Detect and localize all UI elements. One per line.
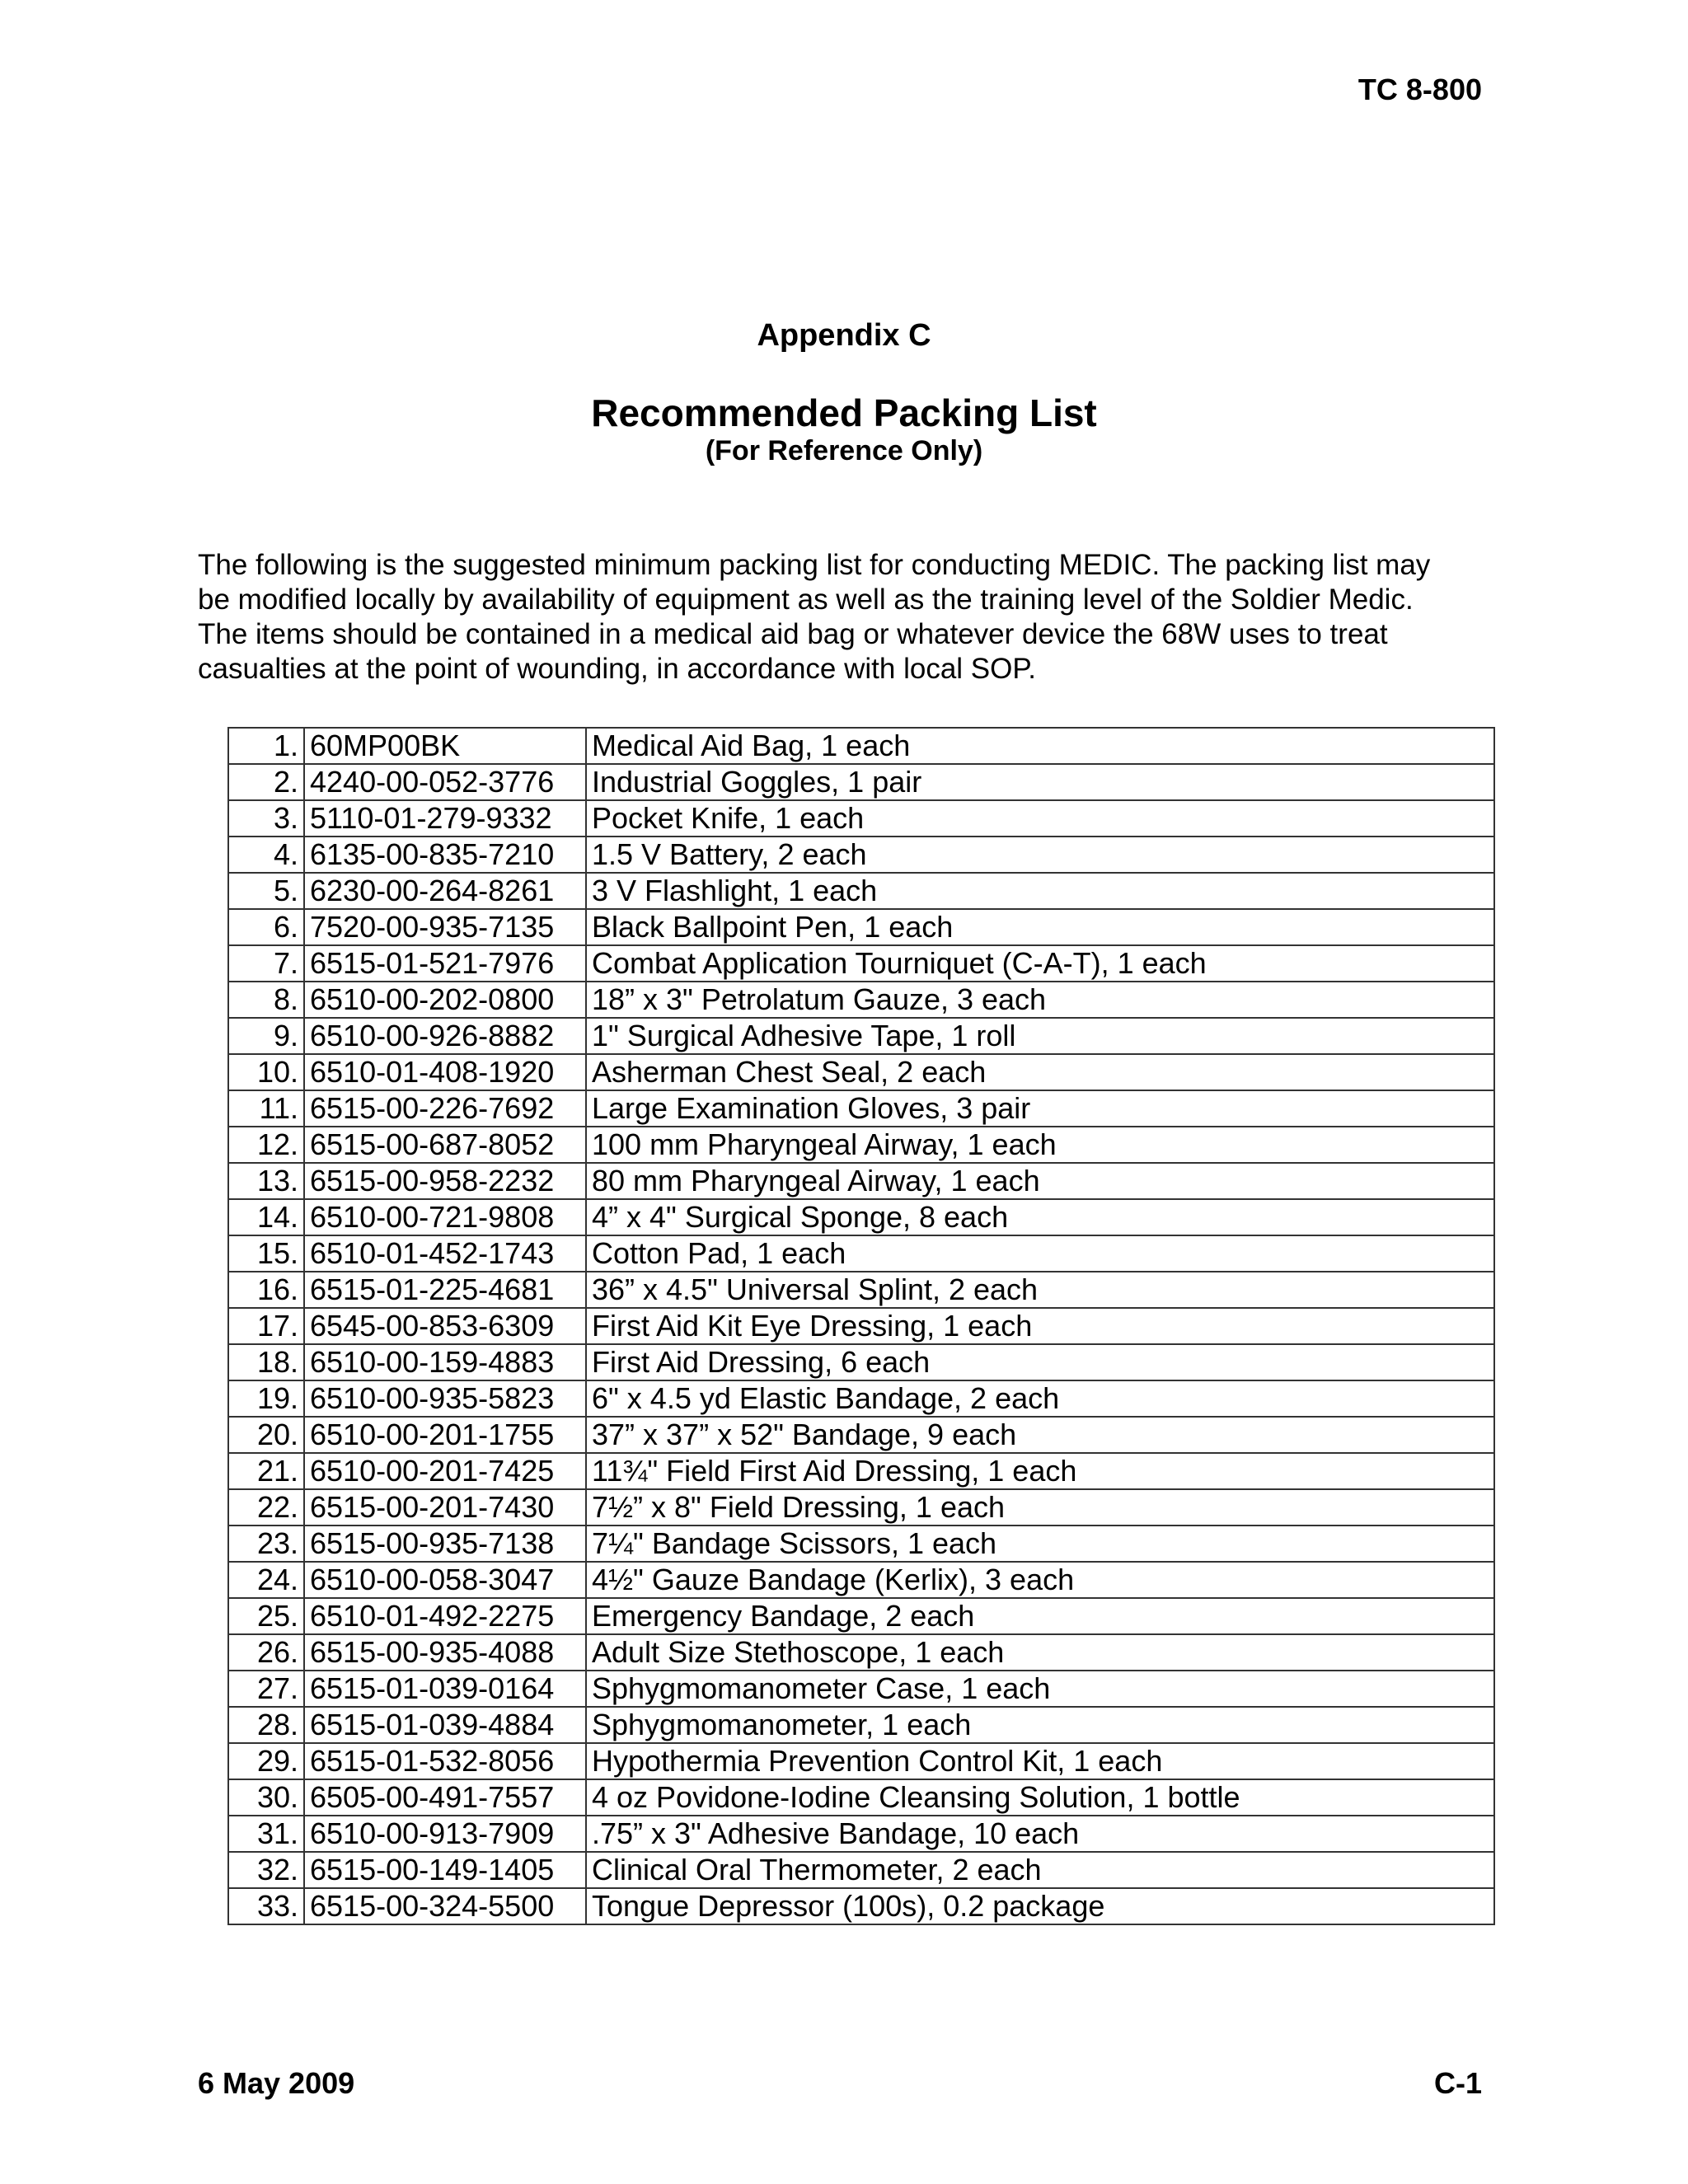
table-row [228,1272,1494,1308]
table-row [228,909,1494,945]
table-row [228,1671,1494,1707]
item-nsn: 4240-00-052-3776 [304,764,586,800]
item-description: Emergency Bandage, 2 each [586,1598,1494,1634]
item-number: 31. [228,1816,304,1852]
item-number: 7. [228,945,304,982]
item-number: 8. [228,982,304,1018]
table-row [228,1707,1494,1743]
item-description: Sphygmomanometer Case, 1 each [586,1671,1494,1707]
table-row [228,1090,1494,1127]
item-nsn: 6510-00-935-5823 [304,1380,586,1417]
table-row [228,1018,1494,1054]
item-nsn: 6515-00-958-2232 [304,1163,586,1199]
item-number: 19. [228,1380,304,1417]
item-number: 20. [228,1417,304,1453]
item-nsn: 6510-00-913-7909 [304,1816,586,1852]
item-nsn: 6515-00-324-5500 [304,1888,586,1924]
item-description: Hypothermia Prevention Control Kit, 1 each [586,1743,1494,1779]
item-number: 32. [228,1852,304,1888]
item-nsn: 6505-00-491-7557 [304,1779,586,1816]
item-number: 13. [228,1163,304,1199]
item-nsn: 6510-00-926-8882 [304,1018,586,1054]
table-row [228,1163,1494,1199]
table-row [228,1598,1494,1634]
item-nsn: 6510-00-721-9808 [304,1199,586,1235]
item-number: 16. [228,1272,304,1308]
item-description: First Aid Dressing, 6 each [586,1344,1494,1380]
item-description: 1" Surgical Adhesive Tape, 1 roll [586,1018,1494,1054]
item-number: 6. [228,909,304,945]
item-number: 9. [228,1018,304,1054]
item-nsn: 6135-00-835-7210 [304,837,586,873]
item-nsn: 7520-00-935-7135 [304,909,586,945]
page-subtitle: (For Reference Only) [705,435,983,466]
item-nsn: 6510-01-452-1743 [304,1235,586,1272]
table-row [228,1453,1494,1489]
item-nsn: 6510-01-492-2275 [304,1598,586,1634]
item-description: 100 mm Pharyngeal Airway, 1 each [586,1127,1494,1163]
item-nsn: 5110-01-279-9332 [304,800,586,837]
packing-list-body [228,728,1494,1924]
table-row [228,1816,1494,1852]
table-row [228,1417,1494,1453]
item-number: 27. [228,1671,304,1707]
item-description: Black Ballpoint Pen, 1 each [586,909,1494,945]
item-description: 80 mm Pharyngeal Airway, 1 each [586,1163,1494,1199]
item-number: 28. [228,1707,304,1743]
table-row [228,1054,1494,1090]
item-nsn: 6510-00-201-7425 [304,1453,586,1489]
item-description: 36” x 4.5" Universal Splint, 2 each [586,1272,1494,1308]
item-description: 6" x 4.5 yd Elastic Bandage, 2 each [586,1380,1494,1417]
item-description: Industrial Goggles, 1 pair [586,764,1494,800]
item-number: 29. [228,1743,304,1779]
item-description: Asherman Chest Seal, 2 each [586,1054,1494,1090]
item-number: 23. [228,1526,304,1562]
appendix-heading: Appendix C [757,318,931,353]
item-description: 37” x 37” x 52" Bandage, 9 each [586,1417,1494,1453]
item-nsn: 6515-00-149-1405 [304,1852,586,1888]
table-row [228,1888,1494,1924]
item-nsn: 6510-00-058-3047 [304,1562,586,1598]
item-nsn: 6510-00-202-0800 [304,982,586,1018]
item-description: 4” x 4" Surgical Sponge, 8 each [586,1199,1494,1235]
item-nsn: 6515-01-521-7976 [304,945,586,982]
item-number: 24. [228,1562,304,1598]
table-row [228,1489,1494,1526]
item-description: 4 oz Povidone-Iodine Cleansing Solution, 1 bottle [586,1779,1494,1816]
item-nsn: 6515-00-935-7138 [304,1526,586,1562]
item-number: 14. [228,1199,304,1235]
item-description: Sphygmomanometer, 1 each [586,1707,1494,1743]
item-description: 11¾" Field First Aid Dressing, 1 each [586,1453,1494,1489]
table-row [228,945,1494,982]
table-row [228,1852,1494,1888]
item-number: 21. [228,1453,304,1489]
item-number: 4. [228,837,304,873]
table-row [228,1526,1494,1562]
item-description: 7¼" Bandage Scissors, 1 each [586,1526,1494,1562]
item-nsn: 6515-01-225-4681 [304,1272,586,1308]
page-title: Recommended Packing List [591,391,1097,434]
item-nsn: 6515-01-039-0164 [304,1671,586,1707]
table-row [228,1779,1494,1816]
item-number: 1. [228,728,304,764]
item-description: Tongue Depressor (100s), 0.2 package [586,1888,1494,1924]
item-nsn: 6515-01-039-4884 [304,1707,586,1743]
intro-paragraph: The following is the suggested minimum packing list for conducting MEDIC. The packing list may be modified locally by availability of equipment as well as the training level of the Soldier Medic. The items should be contained in a medical aid bag or whatever device the 68W uses to treat casualties at the point of wounding, in accordance with local SOP. [198,549,1431,685]
item-description: Clinical Oral Thermometer, 2 each [586,1852,1494,1888]
item-number: 10. [228,1054,304,1090]
table-row [228,1199,1494,1235]
item-nsn: 6510-00-159-4883 [304,1344,586,1380]
item-description: Large Examination Gloves, 3 pair [586,1090,1494,1127]
item-number: 15. [228,1235,304,1272]
item-number: 5. [228,873,304,909]
table-row [228,1235,1494,1272]
table-row [228,1344,1494,1380]
item-nsn: 6515-00-935-4088 [304,1634,586,1671]
item-number: 17. [228,1308,304,1344]
table-row [228,800,1494,837]
item-description: Combat Application Tourniquet (C-A-T), 1 each [586,945,1494,982]
table-row [228,1562,1494,1598]
item-number: 26. [228,1634,304,1671]
table-row [228,873,1494,909]
table-row [228,1127,1494,1163]
table-row [228,764,1494,800]
item-number: 18. [228,1344,304,1380]
item-description: 18” x 3" Petrolatum Gauze, 3 each [586,982,1494,1018]
table-row [228,1743,1494,1779]
footer-date: 6 May 2009 [198,2066,355,2100]
item-description: .75” x 3" Adhesive Bandage, 10 each [586,1816,1494,1852]
item-number: 25. [228,1598,304,1634]
table-row [228,1380,1494,1417]
item-number: 33. [228,1888,304,1924]
document-id: TC 8-800 [1357,73,1482,106]
item-nsn: 6230-00-264-8261 [304,873,586,909]
item-number: 30. [228,1779,304,1816]
item-description: Medical Aid Bag, 1 each [586,728,1494,764]
table-row [228,1634,1494,1671]
item-nsn: 6515-01-532-8056 [304,1743,586,1779]
item-nsn: 6545-00-853-6309 [304,1308,586,1344]
item-nsn: 6515-00-201-7430 [304,1489,586,1526]
table-row [228,1308,1494,1344]
item-description: First Aid Kit Eye Dressing, 1 each [586,1308,1494,1344]
item-number: 3. [228,800,304,837]
item-description: 3 V Flashlight, 1 each [586,873,1494,909]
page-number: C-1 [1433,2066,1482,2100]
item-description: Cotton Pad, 1 each [586,1235,1494,1272]
item-number: 2. [228,764,304,800]
table-row [228,837,1494,873]
table-row [228,728,1494,764]
item-nsn: 60MP00BK [304,728,586,764]
item-number: 12. [228,1127,304,1163]
table-row [228,982,1494,1018]
item-nsn: 6510-01-408-1920 [304,1054,586,1090]
packing-list-table [227,727,1495,1925]
item-description: 4½" Gauze Bandage (Kerlix), 3 each [586,1562,1494,1598]
item-number: 11. [228,1090,304,1127]
item-description: 1.5 V Battery, 2 each [586,837,1494,873]
item-number: 22. [228,1489,304,1526]
item-nsn: 6510-00-201-1755 [304,1417,586,1453]
item-description: Adult Size Stethoscope, 1 each [586,1634,1494,1671]
item-nsn: 6515-00-226-7692 [304,1090,586,1127]
item-description: 7½” x 8" Field Dressing, 1 each [586,1489,1494,1526]
item-nsn: 6515-00-687-8052 [304,1127,586,1163]
item-description: Pocket Knife, 1 each [586,800,1494,837]
